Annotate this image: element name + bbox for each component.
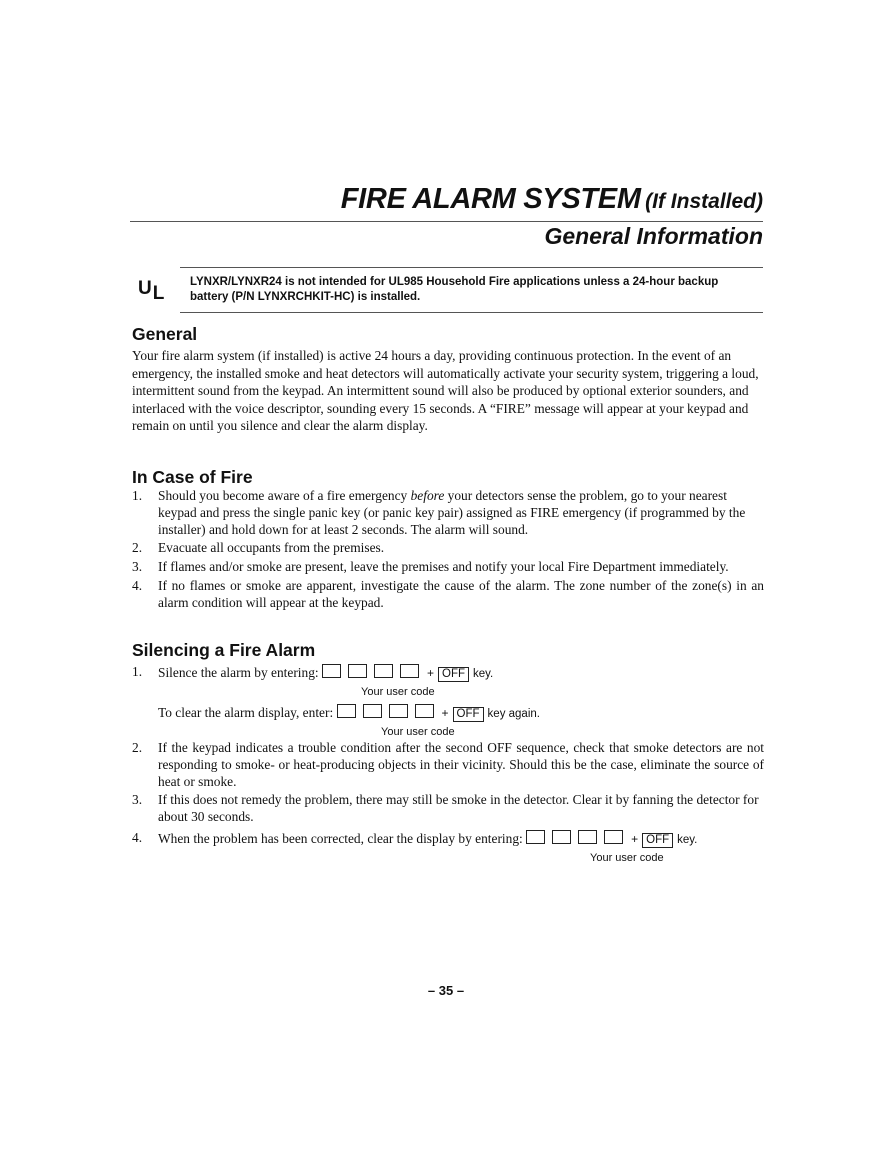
plus-sign: +: [631, 832, 639, 846]
key-label: key.: [473, 668, 494, 680]
code-box: [363, 704, 382, 718]
list-item: [132, 578, 764, 612]
silencing-heading: Silencing a Fire Alarm: [132, 640, 316, 660]
notice-rule-bottom: [180, 312, 763, 313]
list-item: [132, 559, 764, 576]
ul-logo-l: L: [152, 283, 165, 304]
list-number: 1.: [132, 664, 143, 679]
code-box: [415, 704, 434, 718]
list-text-emphasis: before: [410, 488, 445, 503]
code-box: [578, 830, 597, 844]
code-box: [374, 664, 393, 678]
step4-text: When the problem has been corrected, clear the display by entering:: [158, 831, 523, 846]
step1-text: Silence the alarm by entering:: [158, 665, 319, 680]
code-box: [348, 664, 367, 678]
code-box: [337, 704, 356, 718]
page-number: – 35 –: [427, 983, 465, 998]
ul-logo-u: U: [138, 278, 152, 299]
off-key: OFF: [453, 707, 484, 722]
silencing-steps-2-3: [132, 740, 764, 828]
list-text-pre: Should you become aware of a fire emergency: [158, 488, 411, 503]
code-box: [400, 664, 419, 678]
clear-display-line: [132, 704, 764, 725]
list-number: 1.: [132, 488, 143, 503]
list-item: [132, 740, 764, 790]
list-text: If no flames or smoke are apparent, investigate the cause of the alarm. The zone number of the zone(s) in an alarm condition will appear at the keypad.: [158, 577, 764, 610]
list-item: [132, 488, 764, 538]
code-box: [322, 664, 341, 678]
title-suffix: (If Installed): [645, 190, 763, 213]
title-rule: [130, 221, 763, 222]
plus-sign: +: [427, 666, 435, 680]
list-number: 2.: [132, 540, 143, 556]
user-code-caption: Your user code: [381, 726, 455, 738]
off-key: OFF: [642, 833, 673, 848]
list-number: 3.: [132, 792, 143, 808]
ul-logo-icon: [138, 278, 165, 304]
notice-rule-top: [180, 267, 763, 268]
off-key: OFF: [438, 667, 469, 682]
title-main: FIRE ALARM SYSTEM: [340, 183, 641, 215]
user-code-caption: Your user code: [361, 686, 435, 698]
user-code-caption: Your user code: [590, 852, 664, 864]
list-number: 4.: [132, 577, 143, 593]
code-box: [389, 704, 408, 718]
plus-sign: +: [441, 706, 449, 720]
in-case-list: [132, 488, 764, 614]
list-item: [132, 540, 764, 557]
clear-text: To clear the alarm display, enter:: [158, 705, 334, 720]
key-again-label: key again.: [487, 708, 540, 720]
in-case-heading: In Case of Fire: [132, 467, 253, 487]
page-title: [130, 183, 763, 216]
ul-notice-text: LYNXR/LYNXR24 is not intended for UL985 Household Fire applications unless a 24-hour backup battery (P/N LYNXRCHKIT-HC) is installed.: [190, 276, 719, 303]
list-item: [132, 830, 764, 849]
code-box: [552, 830, 571, 844]
general-heading: General: [132, 324, 198, 344]
list-text: Evacuate all occupants from the premises.: [158, 540, 385, 556]
general-paragraph: Your fire alarm system (if installed) is active 24 hours a day, providing continuous protection. In the event of an emergency, the installed smoke and heat detectors will automatically activate your security system, triggering a loud, intermittent sound from the keypad. An intermittent sound will also be produced by optional exterior sounders, and interlaced with the voice descriptor, sounding every 15 seconds. A “FIRE” message will appear at your keypad and remain on until you silence and clear the alarm display.: [132, 348, 759, 434]
code-box: [526, 830, 545, 844]
list-text: If this does not remedy the problem, there may still be smoke in the detector. Clear it by fanning the detector for about 30 seconds.: [158, 792, 759, 825]
list-number: 4.: [132, 830, 143, 845]
list-item: [132, 704, 764, 723]
key-label: key.: [677, 834, 698, 846]
list-item: [132, 664, 764, 683]
page-subtitle: General Information: [544, 223, 763, 249]
list-number: 2.: [132, 740, 143, 755]
list-number: 3.: [132, 559, 143, 575]
code-box: [604, 830, 623, 844]
silencing-step-1: [132, 664, 764, 685]
silencing-step-4: [132, 830, 764, 851]
list-text: If flames and/or smoke are present, leave the premises and notify your local Fire Department immediately.: [158, 559, 729, 575]
list-text: If the keypad indicates a trouble condition after the second OFF sequence, check that smoke detectors are not responding to smoke- or heat-producing objects in their vicinity. Should this be the case, eliminate the source of heat or smoke.: [158, 740, 764, 789]
list-item: [132, 792, 764, 826]
list-text-post: your detectors sense the problem, go to your nearest keypad and press the single panic key (or panic key pair) assigned as FIRE emergency (if programmed by the installer) and hold down for at least 2 seconds. The alarm will sound.: [158, 488, 746, 537]
